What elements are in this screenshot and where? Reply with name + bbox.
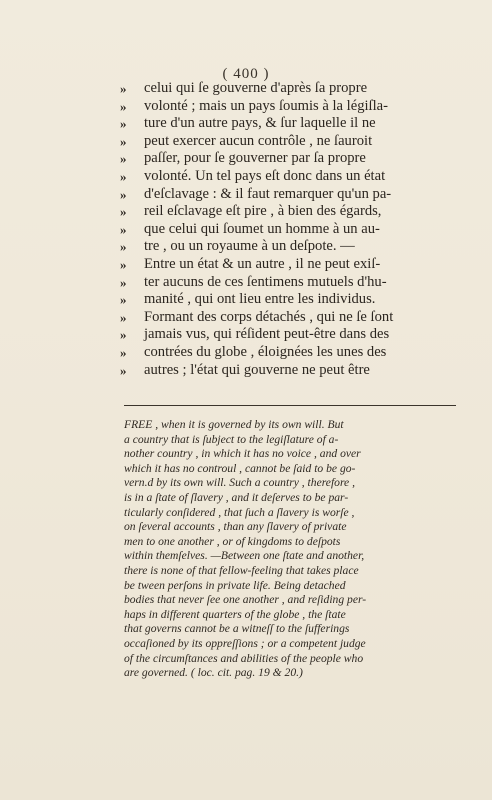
quotation-mark: » (120, 309, 127, 325)
quotation-mark: » (120, 239, 127, 255)
text-line (120, 291, 460, 309)
text-line (120, 256, 460, 274)
line-text: paſſer, pour ſe gouverner par ſa propre (144, 150, 366, 167)
quotation-mark: » (120, 151, 127, 167)
footnote-line: is in a ſtate of ſlavery , and it deſerves to be par- (124, 490, 349, 504)
line-text: Formant des corps détachés , qui ne ſe ſont (144, 308, 394, 325)
footnote-line: be tween perſons in private life. Being detached (124, 578, 346, 592)
main-text-block (120, 80, 460, 379)
line-text: volonté ; mais un pays ſoumis à la légiſla- (144, 97, 388, 114)
footnote-line: FREE , when it is governed by its own will. But (124, 418, 344, 431)
footnote-line: occaſioned by its oppreſſions ; or a competent judge (124, 636, 366, 650)
quotation-mark: » (120, 204, 127, 220)
footnote-line: haps in different quarters of the globe , the ſtate (124, 607, 346, 621)
footnote-line: ticularly conſidered , that ſuch a ſlavery is worſe , (124, 505, 355, 519)
text-line (120, 133, 460, 151)
text-line (120, 309, 460, 327)
line-text: contrées du globe , éloignées les unes des (144, 343, 387, 360)
footnote-line: which it has no controul , cannot be ſaid to be go- (124, 461, 356, 475)
text-line (120, 150, 460, 168)
text-line (120, 168, 460, 186)
line-text: jamais vus, qui réſident peut-être dans des (144, 326, 390, 343)
quotation-mark: » (120, 256, 127, 272)
quotation-mark: » (120, 133, 127, 149)
quotation-mark: » (120, 98, 127, 114)
quotation-mark: » (120, 168, 127, 184)
text-line (120, 362, 460, 380)
quotation-mark: » (120, 116, 127, 132)
line-text: autres ; l'état qui gouverne ne peut être (144, 361, 370, 378)
quotation-mark: » (120, 292, 127, 308)
text-line (120, 115, 460, 133)
footnote-line: on ſeveral accounts , than any ſlavery of private (124, 520, 347, 534)
line-text: peut exercer aucun contrôle , ne ſauroit (144, 132, 373, 149)
text-line (120, 344, 460, 362)
quotation-mark: » (120, 81, 127, 96)
line-text: que celui qui ſoumet un homme à un au- (144, 220, 380, 237)
line-text: ture d'un autre pays, & ſur laquelle il ne (144, 115, 376, 132)
line-text: reil eſclavage eſt pire , à bien des égards, (144, 203, 382, 220)
quotation-mark: » (120, 274, 127, 290)
quotation-mark: » (120, 186, 127, 202)
quotation-mark: » (120, 327, 127, 343)
page-number: ( 400 ) (222, 66, 270, 82)
footnote-line: nother country , in which it has no voice , and over (124, 447, 361, 461)
footnote-block (124, 418, 454, 681)
text-line (120, 274, 460, 292)
text-line (120, 80, 460, 98)
line-text: manité , qui ont lieu entre les individus. (144, 291, 376, 308)
footnote-divider (124, 405, 456, 406)
line-text: ter aucuns de ces ſentimens mutuels d'hu- (144, 273, 387, 290)
text-line (120, 203, 460, 221)
text-line (120, 326, 460, 344)
line-text: Entre un état & un autre , il ne peut exiſ- (144, 255, 381, 272)
quotation-mark: » (120, 362, 127, 378)
text-line (120, 186, 460, 204)
text-line (120, 221, 460, 239)
text-line (120, 238, 460, 256)
footnote-line: are governed. ( loc. cit. pag. 19 & 20.) (124, 666, 303, 680)
text-line (120, 98, 460, 116)
quotation-mark: » (120, 221, 127, 237)
footnote-line: bodies that never ſee one another , and reſiding per- (124, 593, 367, 607)
line-text: d'eſclavage : & il faut remarquer qu'un pa- (144, 185, 392, 202)
footnote-line: that governs cannot be a witneſſ to the ſufferings (124, 622, 350, 636)
footnote-line: within themſelves. —Between one ſtate and another, (124, 549, 365, 563)
footnote-line: men to one another , or of kingdoms to deſpots (124, 534, 341, 548)
quotation-mark: » (120, 344, 127, 360)
line-text: celui qui ſe gouverne d'après ſa propre (144, 80, 368, 96)
line-text: volonté. Un tel pays eſt donc dans un état (144, 167, 386, 184)
footnote-line: a country that is ſubject to the legiſlature of a- (124, 432, 339, 446)
footnote-line: of the circumſtances and abilities of the people who (124, 651, 364, 665)
footnote-line: vern.d by its own will. Such a country , therefore , (124, 476, 355, 490)
footnote-line: there is none of that fellow-feeling that takes place (124, 563, 359, 577)
line-text: tre , ou un royaume à un deſpote. — (144, 238, 355, 255)
